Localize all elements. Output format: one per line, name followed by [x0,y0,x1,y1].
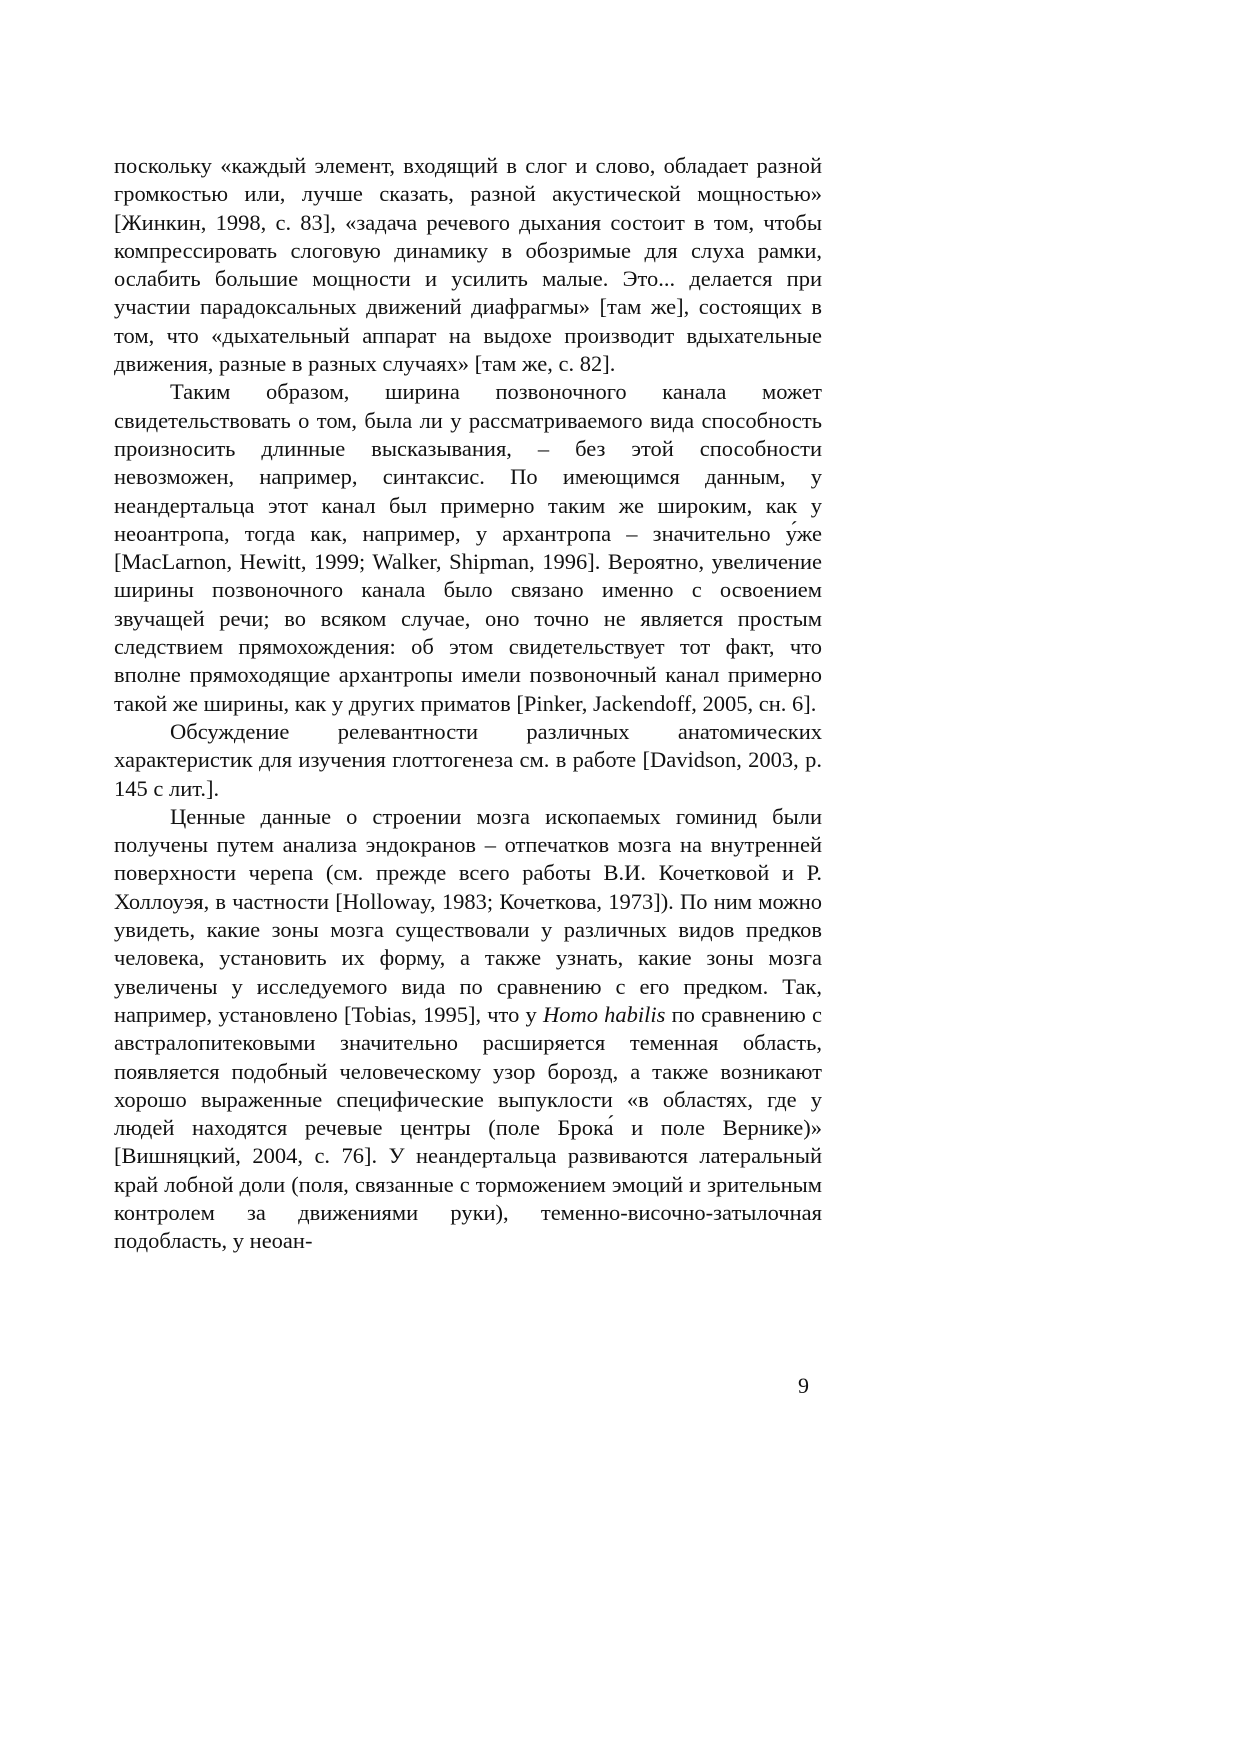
paragraph-2-text: Таким образом, ширина позвоночного канала может свидетельствовать о том, была ли у рассматриваемого вида способность произносить длинные высказывания, – без этой способности невозможен, например, синтаксис. По имеющимся данным, у неандертальца этот канал был примерно таким же широким, как у неоантропа, тогда как, например, у архантропа – значительно у́же [MacLarnon, Hewitt, 1999; Walker, Shipman, 1996]. Вероятно, увеличение ширины позвоночного канала было связано именно с освоением звучащей речи; во всяком случае, оно точно не является простым следствием прямохождения: об этом свидетельствует тот факт, что вполне прямоходящие архантропы имели позвоночный канал примерно такой же ширины, как у других приматов [Pinker, Jackendoff, 2005, сн. 6]. [114,379,822,716]
paragraph-3 [114,718,822,803]
paragraph-1 [114,152,822,378]
paragraph-4-text-a: Ценные данные о строении мозга ископаемых гоминид были получены путем анализа эндокранов – отпечатков мозга на внутренней поверхности черепа (см. прежде всего работы В.И. Кочетковой и Р. Холлоуэя, в частности [Holloway, 1983; Кочеткова, 1973]). По ним можно увидеть, какие зоны мозга существовали у различных видов предков человека, установить их форму, а также узнать, какие зоны мозга увеличены у исследуемого вида по сравнению с его предком. Так, например, установлено [Tobias, 1995], что у [114,803,822,1027]
species-name-italic: Homo habilis [542,1001,666,1027]
paragraph-1-text: поскольку «каждый элемент, входящий в слог и слово, обладает разной громкостью или, лучше сказать, разной акустической мощностью» [Жинкин, 1998, с. 83], «задача речевого дыхания состоит в том, чтобы компрессировать слоговую динамику в обозримые для слуха рамки, ослабить большие мощности и усилить малые. Это... делается при участии парадоксальных движений диафрагмы» [там же], состоящих в том, что «дыхательный аппарат на выдохе производит вдыхательные движения, разные в разных случаях» [там же, с. 82]. [114,153,822,377]
page-number: 9 [798,1373,809,1398]
paragraph-4 [114,803,822,1256]
body-text [114,152,822,1256]
paragraph-2 [114,378,822,718]
paragraph-3-text: Обсуждение релевантности различных анатомических характеристик для изучения глоттогенеза см. в работе [Davidson, 2003, p. 145 с лит.]. [114,718,822,801]
paragraph-4-text-b: по сравнению с австралопитековыми значительно расширяется теменная область, появляется подобный человеческому узор борозд, а также возникают хорошо выраженные специфические выпуклости «в областях, где у людей находятся речевые центры (поле Брока́ и поле Вернике)» [Вишняцкий, 2004, с. 76]. У неандертальца развиваются латеральный край лобной доли (поля, связанные с торможением эмоций и зрительным контролем за движениями руки), теменно-височно-затылочная подобласть, у неоан- [114,1001,823,1254]
